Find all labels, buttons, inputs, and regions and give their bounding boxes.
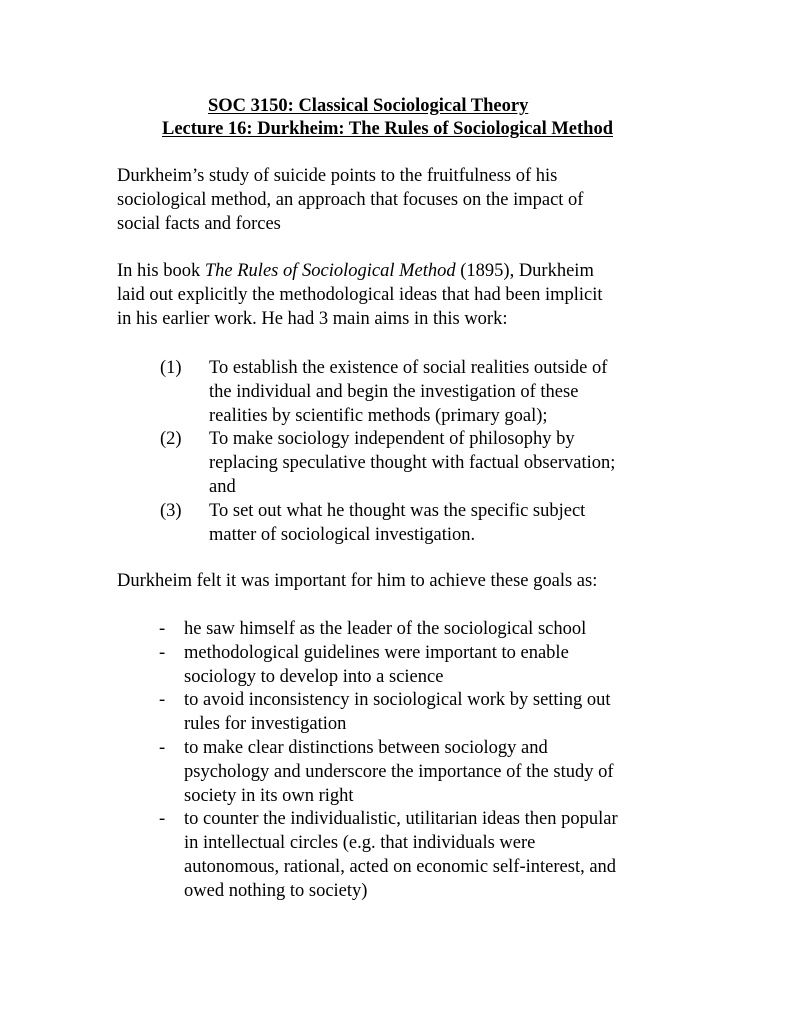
lecture-title: Lecture 16: Durkheim: The Rules of Sociological Method — [162, 119, 613, 139]
goals-intro-line: Durkheim felt it was important for him to achieve these goals as: — [117, 571, 598, 591]
aim-line: To establish the existence of social realities outside of — [209, 358, 608, 378]
reason-line: he saw himself as the leader of the sociological school — [184, 619, 587, 639]
reason-item — [159, 689, 618, 737]
dash-marker: - — [159, 642, 166, 663]
reason-line: rules for investigation — [184, 714, 347, 735]
book-line: laid out explicitly the methodological ideas that had been implicit — [117, 284, 603, 305]
reason-line: society in its own right — [184, 785, 354, 806]
dash-marker: - — [159, 737, 166, 758]
aim-line: To make sociology independent of philosophy by — [209, 429, 575, 450]
reason-item — [159, 808, 618, 903]
intro-line: Durkheim’s study of suicide points to the fruitfulness of his — [117, 166, 558, 186]
aim-line: the individual and begin the investigation of these — [209, 381, 579, 402]
intro-paragraph — [117, 165, 677, 236]
book-line-suffix: (1895), Durkheim — [455, 261, 594, 281]
course-title: SOC 3150: Classical Sociological Theory — [208, 96, 529, 116]
book-line — [117, 260, 677, 284]
dash-marker: - — [159, 690, 166, 711]
aim-item — [160, 428, 615, 499]
dash-marker: - — [159, 619, 166, 639]
reason-line: methodological guidelines were important to enable — [184, 642, 569, 663]
aim-marker: (3) — [160, 500, 182, 521]
aim-line: replacing speculative thought with factual observation; — [209, 453, 616, 474]
aim-marker: (2) — [160, 429, 182, 450]
reason-item — [159, 737, 618, 808]
aim-line: To set out what he thought was the specific subject — [209, 500, 586, 521]
reason-line: to make clear distinctions between sociology and — [184, 737, 548, 758]
book-line: in his earlier work. He had 3 main aims in this work: — [117, 308, 508, 329]
aim-line: and — [209, 476, 236, 497]
reasons-list — [159, 618, 618, 904]
reason-item — [159, 642, 618, 690]
reason-item — [159, 618, 618, 642]
aim-line: realities by scientific methods (primary goal); — [209, 405, 548, 426]
reason-line: to counter the individualistic, utilitarian ideas then popular — [184, 809, 618, 830]
goals-intro — [117, 570, 677, 594]
aims-list — [160, 357, 615, 547]
book-title: The Rules of Sociological Method — [204, 261, 456, 281]
book-line-prefix: In his book — [117, 261, 205, 281]
aim-line: matter of sociological investigation. — [209, 524, 476, 545]
intro-line: social facts and forces — [117, 213, 281, 234]
aim-item — [160, 357, 615, 428]
aim-item — [160, 500, 615, 548]
dash-marker: - — [159, 809, 166, 830]
reason-line: autonomous, rational, acted on economic self-interest, and — [184, 856, 617, 877]
book-paragraph — [117, 260, 677, 331]
reason-line: in intellectual circles (e.g. that individuals were — [184, 833, 536, 854]
aim-marker: (1) — [160, 358, 182, 378]
intro-line: sociological method, an approach that focuses on the impact of — [117, 189, 584, 210]
reason-line: to avoid inconsistency in sociological work by setting out — [184, 690, 611, 711]
reason-line: psychology and underscore the importance of the study of — [184, 761, 614, 782]
reason-line: owed nothing to society) — [184, 880, 368, 901]
reason-line: sociology to develop into a science — [184, 666, 444, 687]
